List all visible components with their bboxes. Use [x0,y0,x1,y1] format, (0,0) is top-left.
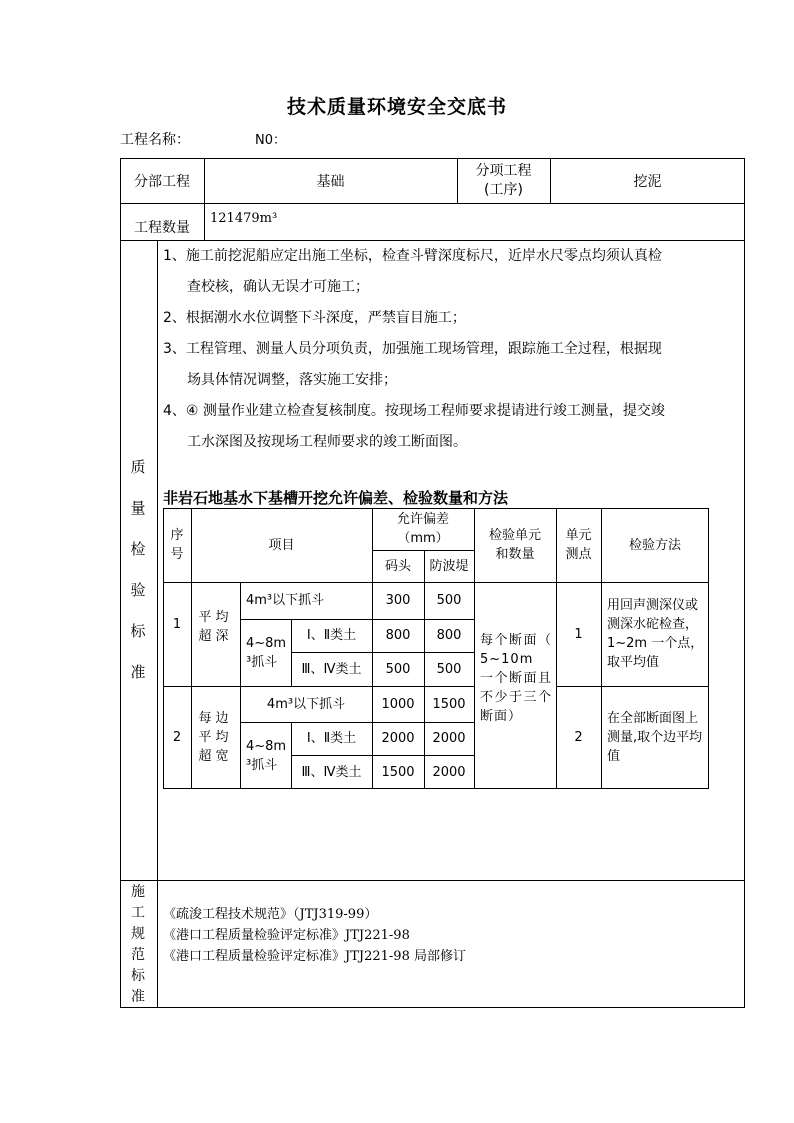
table-cell: Ⅰ、Ⅱ类土 [306,731,357,746]
table-cell: 500 [385,661,411,677]
table-row-sub-b: 4~8m ³抓斗 [246,635,287,670]
subitem-value: 挖泥 [633,173,662,190]
table-row-sub-b: 4~8m ³抓斗 [246,738,287,773]
table-cell: 2000 [432,764,466,780]
requirement-item: 4、④ 测量作业建立检查复核制度。按现场工程师要求提请进行竣工测量，提交竣 工水深图及按现场工程师要求的竣工断面图。 [163,403,665,450]
table-row-sub-a: 4m³以下抓斗 [246,593,325,608]
table-row-points: 1 [574,626,583,642]
table-cell: 800 [385,628,411,643]
table-row-points: 2 [574,730,583,745]
col-header-unit-points: 单元 测点 [565,528,592,562]
quantity-label: 工程数量 [134,219,190,236]
document-title: 技术质量环境安全交底书 [286,96,507,118]
quality-standard-label: 质 量 检 验 标 准 [130,458,146,681]
requirement-item: 2、根据潮水水位调整下斗深度，严禁盲目施工； [163,310,466,326]
col-header-wharf: 码头 [384,558,411,574]
table-row-seq: 1 [172,616,182,632]
table-row-item: 平均 超深 [198,610,233,644]
subitem-label: 分项工程 (工序) [475,162,532,198]
col-header-item: 项目 [268,537,295,553]
table-cell: 2000 [432,731,466,746]
table-row-method: 在全部断面图上测量,取个边平均值 [607,711,703,764]
divider [120,880,745,881]
table-cell: 500 [436,661,462,677]
table-row-item: 每边 平均 超宽 [198,711,233,764]
table-row-sub-a: 4m³以下抓斗 [266,696,346,712]
spec-references [163,904,466,967]
spec-reference: 《疏浚工程技术规范》（JTJ319-99） [163,907,378,922]
division-label: 分部工程 [134,173,190,190]
table-cell: 800 [436,628,462,643]
division-value: 基础 [316,173,345,190]
spec-reference: 《港口工程质量检验评定标准》JTJ221-98 [163,928,410,943]
table-row-method: 用回声测深仪或测深水砣检查，1~2m 一个点，取平均值 [607,598,704,670]
requirement-item: 3、工程管理、测量人员分项负责，加强施工现场管理，跟踪施工全过程，根据现 场具体情况调整，落实施工安排； [163,341,662,388]
table-cell: Ⅲ、Ⅳ类土 [301,764,362,780]
col-header-breakwater: 防波堤 [429,558,469,574]
project-name-line [120,129,286,149]
table-cell: 300 [385,593,411,608]
table-cell: 1000 [381,696,415,712]
tolerance-table-title: 非岩石地基水下基槽开挖允许偏差、检验数量和方法 [163,489,509,507]
requirements-list [163,241,741,458]
divider [157,240,158,1008]
spec-standard-label: 施 工 规 范 标 准 [131,884,145,1005]
project-name-label: 工程名称： [120,132,190,148]
col-header-method: 检验方法 [628,537,681,553]
table-row-seq: 2 [172,730,182,745]
requirement-item: 1、施工前挖泥船应定出施工坐标，检查斗臂深度标尺，近岸水尺零点均须认真检 查校核，确认无误才可施工； [163,248,662,295]
col-header-unit-qty: 检验单元 和数量 [488,528,541,562]
quantity-value: 121479m³ [210,211,278,226]
table-cell: Ⅲ、Ⅳ类土 [301,661,362,677]
table-cell: 500 [436,593,462,608]
col-header-tolerance: 允许偏差 （mm） [396,512,449,546]
col-header-seq: 序号 [170,528,184,562]
table-cell: 2000 [381,731,415,746]
table-cell: 1500 [381,764,415,780]
spec-reference: 《港口工程质量检验评定标准》JTJ221-98 局部修订 [163,949,466,964]
document-number-label: N0： [255,133,286,148]
table-cell: 1500 [432,696,466,712]
table-cell: Ⅰ、Ⅱ类土 [306,628,357,643]
unit-quantity-cell: 每个断面（ 5~10m 一个断面且不少于三个断面） [480,633,552,724]
